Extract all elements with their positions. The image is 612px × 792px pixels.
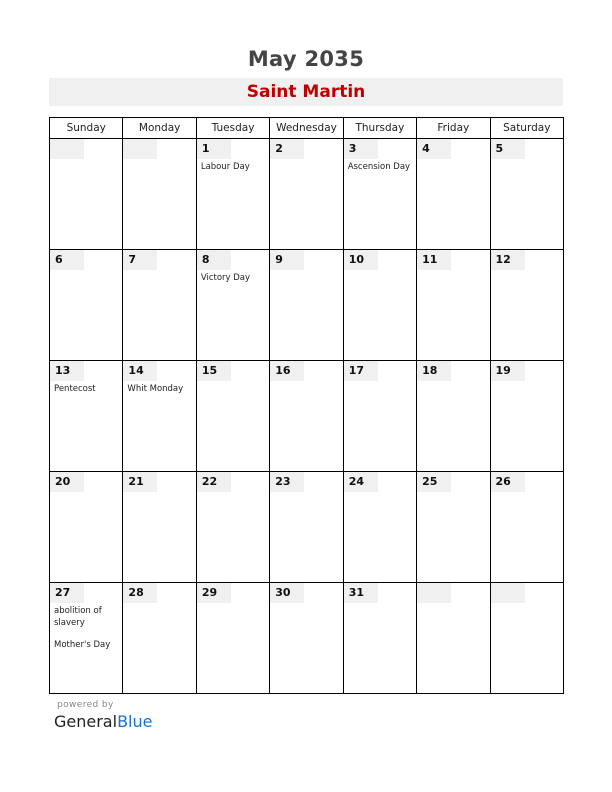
day-cell[interactable] [50,250,123,361]
day-number: 15 [197,361,231,381]
event-list [50,381,122,395]
powered-by-text: powered by [57,700,114,710]
day-number: 19 [491,361,525,381]
day-number: 7 [123,250,157,270]
day-number: 8 [197,250,231,270]
day-cell[interactable] [50,361,123,472]
day-number: 30 [270,583,304,603]
day-cell[interactable] [417,361,490,472]
day-number: 24 [344,472,378,492]
day-cell[interactable] [490,250,563,361]
weekday-header: Saturday [490,118,563,139]
holiday-label: Labour Day [200,162,250,172]
day-cell[interactable] [490,139,563,250]
day-cell[interactable] [50,472,123,583]
day-cell[interactable] [490,583,563,694]
day-cell[interactable] [123,139,196,250]
day-number: 21 [123,472,157,492]
day-number: 27 [50,583,84,603]
day-number: 2 [270,139,304,159]
day-cell[interactable] [343,361,416,472]
day-number: 5 [491,139,525,159]
week-row [50,472,564,583]
brand-blue: Blue [117,712,153,731]
weekday-header: Friday [417,118,490,139]
day-number [417,583,451,603]
day-cell[interactable] [196,139,269,250]
day-number: 12 [491,250,525,270]
day-cell[interactable] [196,250,269,361]
day-cell[interactable] [417,250,490,361]
week-row [50,583,564,694]
day-number: 28 [123,583,157,603]
day-cell[interactable] [343,139,416,250]
day-cell[interactable] [270,472,343,583]
day-number: 6 [50,250,84,270]
calendar-grid [49,117,564,694]
event-list [197,159,269,173]
region-banner [49,78,563,106]
day-cell[interactable] [417,583,490,694]
weekday-header: Tuesday [196,118,269,139]
day-number: 4 [417,139,451,159]
day-number: 14 [123,361,157,381]
day-cell[interactable] [50,139,123,250]
day-number: 11 [417,250,451,270]
day-number: 20 [50,472,84,492]
day-cell[interactable] [123,583,196,694]
holiday-label: Victory Day [200,273,251,283]
day-cell[interactable] [196,472,269,583]
day-cell[interactable] [123,472,196,583]
day-cell[interactable] [50,583,123,694]
week-row [50,250,564,361]
holiday-label: Mother's Day [54,640,111,650]
brand-general: General [54,712,118,731]
day-number: 16 [270,361,304,381]
day-cell[interactable] [270,583,343,694]
day-number: 9 [270,250,304,270]
day-cell[interactable] [343,472,416,583]
day-number: 13 [50,361,84,381]
day-cell[interactable] [417,139,490,250]
day-number [123,139,157,159]
event-list [344,159,416,173]
day-number: 3 [344,139,378,159]
week-row [50,139,564,250]
day-cell[interactable] [490,361,563,472]
holiday-label: Pentecost [54,384,96,394]
day-cell[interactable] [270,139,343,250]
day-cell[interactable] [270,361,343,472]
weekday-header: Thursday [343,118,416,139]
day-number: 25 [417,472,451,492]
day-cell[interactable] [343,583,416,694]
day-number: 10 [344,250,378,270]
day-cell[interactable] [490,472,563,583]
holiday-label: Ascension Day [347,162,411,172]
day-number [50,139,84,159]
day-cell[interactable] [196,583,269,694]
brand-logo[interactable] [54,712,152,731]
day-number: 18 [417,361,451,381]
day-cell[interactable] [270,250,343,361]
day-cell[interactable] [343,250,416,361]
day-cell[interactable] [196,361,269,472]
day-cell[interactable] [123,250,196,361]
day-cell[interactable] [123,361,196,472]
page-title: May 2035 [247,47,365,71]
day-number: 26 [491,472,525,492]
event-list [50,603,122,651]
weekday-header-row [50,118,564,139]
weekday-header: Wednesday [270,118,343,139]
event-list [197,270,269,284]
day-number: 1 [197,139,231,159]
day-number: 17 [344,361,378,381]
day-number: 23 [270,472,304,492]
week-row [50,361,564,472]
region-name: Saint Martin [246,82,366,102]
day-number: 29 [197,583,231,603]
day-number [491,583,525,603]
weekday-header: Monday [123,118,196,139]
day-cell[interactable] [417,472,490,583]
day-number: 31 [344,583,378,603]
event-list [123,381,195,395]
weekday-header: Sunday [50,118,123,139]
day-number: 22 [197,472,231,492]
holiday-label: Whit Monday [127,384,184,394]
holiday-label: abolition of slavery [54,606,102,628]
